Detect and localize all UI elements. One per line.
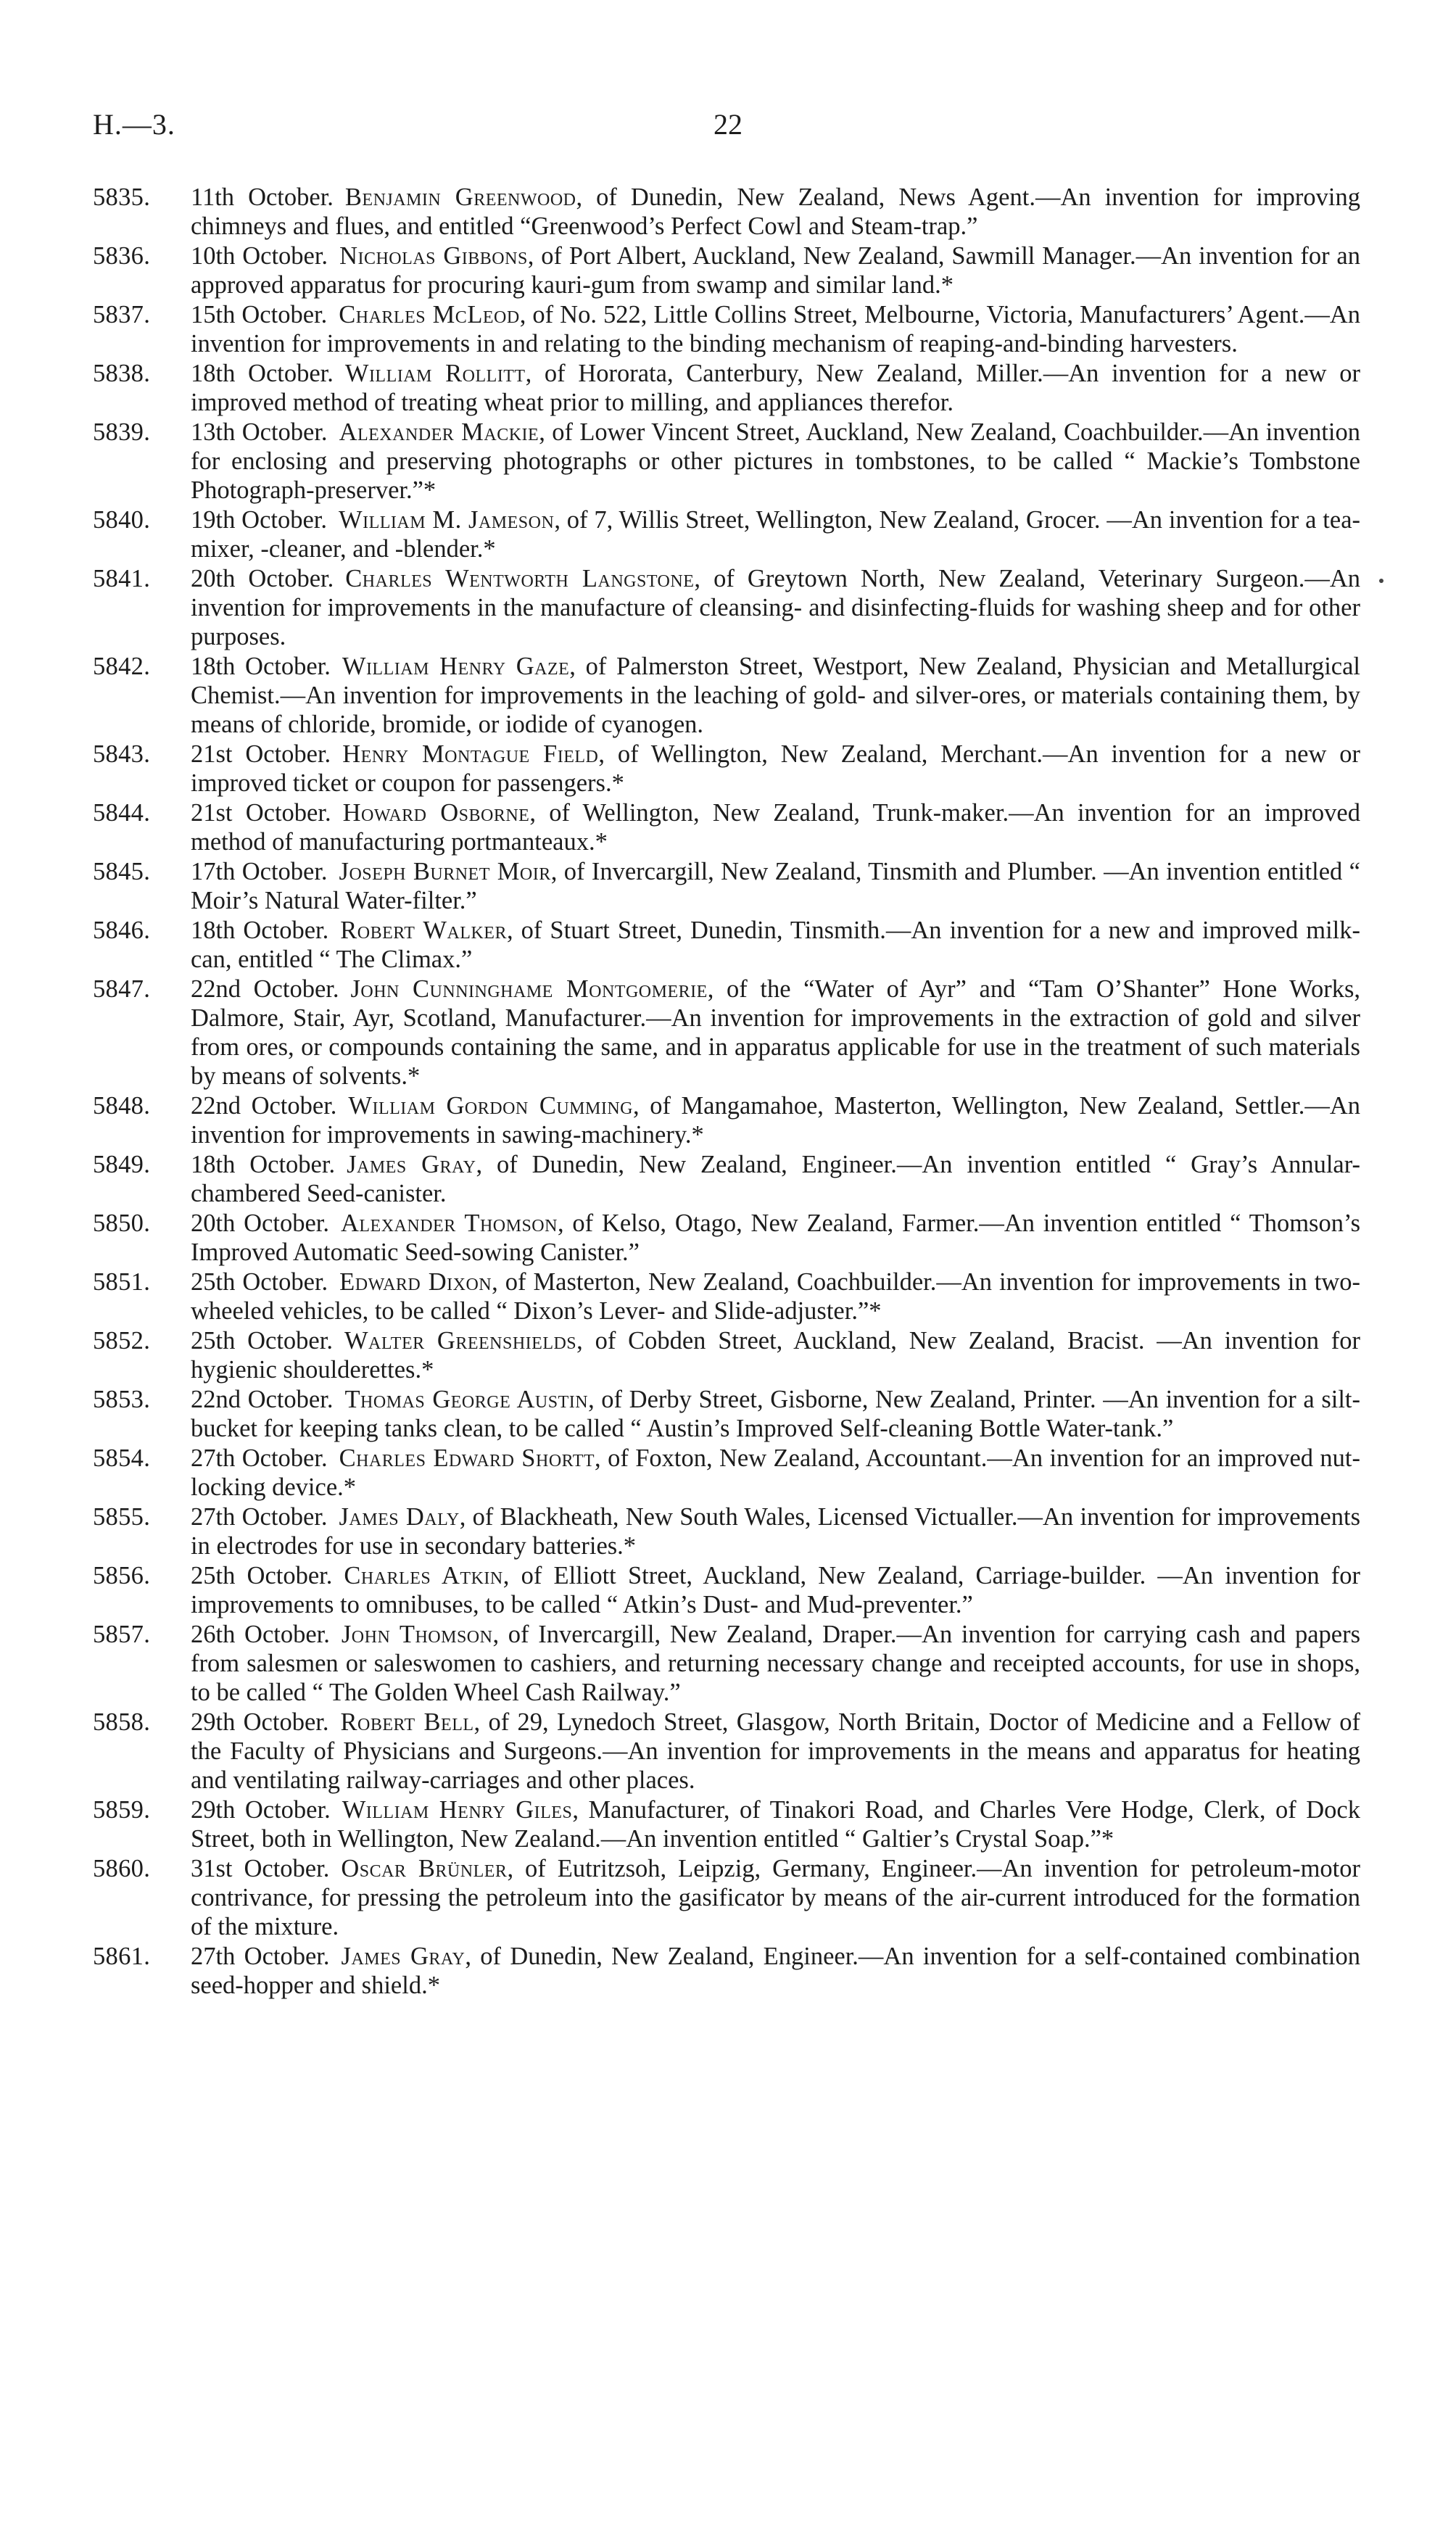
entry-body: [191, 1385, 1360, 1443]
entry-number: 5844.: [93, 799, 151, 827]
applicant-name: William Henry Gaze: [342, 653, 570, 680]
list-item: [93, 241, 1360, 299]
entry-date: 22nd October.: [191, 975, 339, 1003]
entry-description: , Manufacturer, of Tinakori Road, and Charles Vere Hodge, Clerk, of Dock Street, both in Wellington, New Zealand.—An invention entitled “ Galtier’s Crystal Soap.”*: [191, 1796, 1360, 1853]
applicant-name: Charles McLeod: [339, 301, 520, 328]
list-item: [93, 1795, 1360, 1853]
entry-date: 21st October.: [191, 740, 331, 768]
entry-number: 5842.: [93, 653, 151, 680]
entry-number: 5856.: [93, 1562, 151, 1589]
entry-number: 5854.: [93, 1444, 151, 1472]
list-item: [93, 1854, 1360, 1941]
entry-body: [191, 564, 1360, 651]
entry-number: 5835.: [93, 183, 151, 211]
entry-number: 5853.: [93, 1386, 151, 1413]
entry-description: , of Wellington, New Zealand, Trunk-maker.—An invention for an improved method of manufacturing portmanteaux.*: [191, 799, 1360, 856]
list-item: [93, 740, 1360, 798]
entry-body: [191, 1150, 1360, 1208]
entry-body: [191, 505, 1360, 563]
entry-date: 21st October.: [191, 799, 331, 827]
entry-date: 18th October.: [191, 360, 334, 387]
entry-body: [191, 857, 1360, 915]
entry-date: 27th October.: [191, 1444, 328, 1472]
list-item: [93, 1150, 1360, 1208]
margin-mark: [1379, 579, 1383, 583]
list-item: [93, 1444, 1360, 1502]
entry-date: 20th October.: [191, 1209, 329, 1237]
applicant-name: James Gray: [341, 1943, 466, 1970]
applicant-name: Nicholas Gibbons: [339, 242, 528, 270]
entry-description: , of Dunedin, New Zealand, Engineer.—An invention for a self-contained combination seed-hopper and shield.*: [191, 1943, 1361, 1999]
list-item: [93, 505, 1360, 563]
list-item: [93, 300, 1360, 358]
entry-number: 5840.: [93, 506, 151, 534]
entry-description: , of 7, Willis Street, Wellington, New Zealand, Grocer. —An invention for a tea-mixer, -cleaner, and -blender.*: [191, 506, 1360, 563]
entry-description: , of Foxton, New Zealand, Accountant.—An invention for an improved nut-locking device.*: [191, 1444, 1360, 1501]
list-item: [93, 183, 1360, 241]
entry-description: , of Invercargill, New Zealand, Draper.—An invention for carrying cash and papers from salesmen or saleswomen to cashiers, and returning necessary change and receipted accounts, for use in shops, to be called “ The Golden Wheel Cash Railway.”: [191, 1621, 1361, 1706]
entry-body: [191, 916, 1360, 974]
entry-description: , of the “Water of Ayr” and “Tam O’Shanter” Hone Works, Dalmore, Stair, Ayr, Scotland, Manufacturer.—An invention for improvements in the extraction of gold and silver from ores, or compounds containing the same, and in apparatus applicable for use in the treatment of such materials by means of solvents.*: [191, 975, 1360, 1090]
entry-date: 18th October.: [191, 653, 331, 680]
entry-number: 5860.: [93, 1855, 151, 1882]
entry-description: , of Kelso, Otago, New Zealand, Farmer.—An invention entitled “ Thomson’s Improved Automatic Seed-sowing Canister.”: [191, 1209, 1360, 1266]
entry-body: [191, 1620, 1360, 1707]
entry-number: 5849.: [93, 1151, 151, 1178]
entry-description: , of Elliott Street, Auckland, New Zealand, Carriage-builder. —An invention for improvements to omnibuses, to be called “ Atkin’s Dust- and Mud-preventer.”: [191, 1562, 1361, 1618]
entry-body: [191, 300, 1360, 358]
entry-body: [191, 1708, 1360, 1795]
entry-number: 5851.: [93, 1268, 151, 1296]
entry-date: 25th October.: [191, 1327, 333, 1355]
patent-entries-list: [93, 183, 1360, 2001]
entry-description: , of Mangamahoe, Masterton, Wellington, New Zealand, Settler.—An invention for improvements in sawing-machinery.*: [191, 1092, 1360, 1149]
entry-description: , of No. 522, Little Collins Street, Melbourne, Victoria, Manufacturers’ Agent.—An invention for improvements in and relating to the binding mechanism of reaping-and-binding harvesters.: [191, 301, 1361, 357]
entry-body: [191, 183, 1360, 241]
entry-description: , of Dunedin, New Zealand, Engineer.—An invention entitled “ Gray’s Annular-chambered Seed-canister.: [191, 1151, 1360, 1207]
applicant-name: Howard Osborne: [342, 799, 530, 827]
entry-description: , of Masterton, New Zealand, Coachbuilder.—An invention for improvements in two-wheeled vehicles, to be called “ Dixon’s Lever- and Slide-adjuster.”*: [191, 1268, 1360, 1325]
list-item: [93, 916, 1360, 974]
entry-date: 27th October.: [191, 1503, 328, 1531]
entry-date: 15th October.: [191, 301, 328, 328]
entry-body: [191, 1854, 1360, 1941]
applicant-name: Alexander Mackie: [339, 418, 539, 446]
entry-date: 26th October.: [191, 1621, 330, 1648]
list-item: [93, 1942, 1360, 2000]
applicant-name: James Gray: [347, 1151, 476, 1178]
entry-description: , of Stuart Street, Dunedin, Tinsmith.—An invention for a new and improved milk-can, entitled “ The Climax.”: [191, 917, 1361, 973]
entry-date: 20th October.: [191, 565, 334, 592]
entry-number: 5841.: [93, 565, 151, 592]
entry-number: 5838.: [93, 360, 151, 387]
list-item: [93, 359, 1360, 417]
entry-number: 5858.: [93, 1708, 151, 1736]
document-reference: H.—3.: [93, 108, 175, 141]
list-item: [93, 1385, 1360, 1443]
list-item: [93, 652, 1360, 739]
entry-description: , of Hororata, Canterbury, New Zealand, Miller.—An invention for a new or improved method of treating wheat prior to milling, and appliances therefor.: [191, 360, 1360, 416]
entry-description: , of Greytown North, New Zealand, Veterinary Surgeon.—An invention for improvements in the manufacture of cleansing- and disinfecting-fluids for washing sheep and for other purposes.: [191, 565, 1360, 650]
applicant-name: Charles Atkin: [344, 1562, 503, 1589]
entry-description: , of Cobden Street, Auckland, New Zealand, Bracist. —An invention for hygienic shoulderettes.*: [191, 1327, 1360, 1384]
entry-date: 19th October.: [191, 506, 328, 534]
entry-date: 18th October.: [191, 1151, 336, 1178]
applicant-name: Henry Montague Field: [342, 740, 599, 768]
applicant-name: John Cunninghame Montgomerie: [350, 975, 708, 1003]
entry-number: 5846.: [93, 917, 151, 944]
entry-body: [191, 1502, 1360, 1560]
entry-body: [191, 1268, 1360, 1326]
entry-date: 25th October.: [191, 1268, 328, 1296]
applicant-name: Benjamin Greenwood: [344, 183, 576, 211]
entry-date: 31st October.: [191, 1855, 330, 1882]
applicant-name: Robert Bell: [340, 1708, 474, 1736]
page-number: 22: [713, 108, 743, 141]
entry-body: [191, 1942, 1360, 2000]
list-item: [93, 1561, 1360, 1619]
entry-number: 5836.: [93, 242, 151, 270]
entry-date: 17th October.: [191, 858, 328, 885]
entry-number: 5857.: [93, 1621, 151, 1648]
list-item: [93, 975, 1360, 1091]
applicant-name: John Thomson: [341, 1621, 493, 1648]
applicant-name: Alexander Thomson: [340, 1209, 558, 1237]
entry-body: [191, 740, 1360, 798]
entry-description: , of Wellington, New Zealand, Merchant.—An invention for a new or improved ticket or coupon for passengers.*: [191, 740, 1360, 797]
entry-date: 11th October.: [191, 183, 334, 211]
entry-number: 5843.: [93, 740, 151, 768]
entry-body: [191, 652, 1360, 739]
entry-number: 5861.: [93, 1943, 151, 1970]
applicant-name: Oscar Brünler: [341, 1855, 508, 1882]
entry-number: 5850.: [93, 1209, 151, 1237]
entry-description: , of 29, Lynedoch Street, Glasgow, North Britain, Doctor of Medicine and a Fellow of the Faculty of Physicians and Surgeons.—An invention for improvements in the means and apparatus for heating and ventilating railway-carriages and other places.: [191, 1708, 1360, 1794]
applicant-name: William Henry Giles: [342, 1796, 573, 1824]
list-item: [93, 798, 1360, 856]
entry-date: 25th October.: [191, 1562, 333, 1589]
entry-date: 29th October.: [191, 1796, 331, 1824]
entry-date: 13th October.: [191, 418, 328, 446]
applicant-name: William Gordon Cumming: [348, 1092, 634, 1120]
list-item: [93, 1091, 1360, 1149]
applicant-name: James Daly: [339, 1503, 460, 1531]
entry-description: , of Blackheath, New South Wales, Licensed Victualler.—An invention for improvements in electrodes for use in secondary batteries.*: [191, 1503, 1360, 1560]
list-item: [93, 1708, 1360, 1795]
list-item: [93, 857, 1360, 915]
list-item: [93, 418, 1360, 505]
entry-number: 5859.: [93, 1796, 151, 1824]
entry-description: , of Invercargill, New Zealand, Tinsmith and Plumber. —An invention entitled “ Moir’s Natural Water-filter.”: [191, 858, 1360, 914]
entry-number: 5847.: [93, 975, 151, 1003]
entry-number: 5845.: [93, 858, 151, 885]
entry-number: 5852.: [93, 1327, 151, 1355]
applicant-name: Joseph Burnet Moir: [339, 858, 551, 885]
entry-body: [191, 1795, 1360, 1853]
list-item: [93, 1502, 1360, 1560]
applicant-name: Edward Dixon: [339, 1268, 492, 1296]
applicant-name: Charles Edward Shortt: [339, 1444, 595, 1472]
entry-description: , of Lower Vincent Street, Auckland, New Zealand, Coachbuilder.—An invention for enclosing and preserving photographs or other pictures in tombstones, to be called “ Mackie’s Tombstone Photograph-preserver.”*: [191, 418, 1360, 504]
entry-body: [191, 1444, 1360, 1502]
entry-date: 18th October.: [191, 917, 329, 944]
entry-body: [191, 1091, 1360, 1149]
entry-body: [191, 359, 1360, 417]
entry-description: , of Dunedin, New Zealand, News Agent.—An invention for improving chimneys and flues, and entitled “Greenwood’s Perfect Cowl and Steam-trap.”: [191, 183, 1360, 240]
entry-body: [191, 418, 1360, 505]
entry-description: , of Derby Street, Gisborne, New Zealand, Printer. —An invention for a silt-bucket for keeping tanks clean, to be called “ Austin’s Improved Self-cleaning Bottle Water-tank.”: [191, 1386, 1360, 1442]
list-item: [93, 1209, 1360, 1267]
applicant-name: Robert Walker: [340, 917, 507, 944]
entry-number: 5855.: [93, 1503, 151, 1531]
entry-body: [191, 241, 1360, 299]
entry-description: , of Palmerston Street, Westport, New Zealand, Physician and Metallurgical Chemist.—An invention for improvements in the leaching of gold- and silver-ores, or materials containing them, by means of chloride, bromide, or iodide of cyanogen.: [191, 653, 1361, 738]
entry-body: [191, 1561, 1360, 1619]
applicant-name: Charles Wentworth Langstone: [345, 565, 695, 592]
entry-date: 22nd October.: [191, 1386, 334, 1413]
list-item: [93, 1620, 1360, 1707]
entry-body: [191, 1326, 1360, 1384]
entry-body: [191, 975, 1360, 1091]
applicant-name: Thomas George Austin: [344, 1386, 589, 1413]
entry-date: 27th October.: [191, 1943, 330, 1970]
list-item: [93, 1268, 1360, 1326]
list-item: [93, 1326, 1360, 1384]
entry-body: [191, 1209, 1360, 1267]
entry-description: , of Port Albert, Auckland, New Zealand, Sawmill Manager.—An invention for an approved apparatus for procuring kauri-gum from swamp and similar land.*: [191, 242, 1360, 299]
entry-date: 22nd October.: [191, 1092, 337, 1120]
list-item: [93, 564, 1360, 651]
entry-date: 10th October.: [191, 242, 328, 270]
entry-number: 5848.: [93, 1092, 151, 1120]
entry-description: , of Eutritzsoh, Leipzig, Germany, Engineer.—An invention for petroleum-motor contrivance, for pressing the petroleum into the gasificator by means of the air-current introduced for the formation of the mixture.: [191, 1855, 1361, 1940]
entry-number: 5839.: [93, 418, 151, 446]
applicant-name: William M. Jameson: [339, 506, 555, 534]
applicant-name: William Rollitt: [344, 360, 526, 387]
applicant-name: Walter Greenshields: [344, 1327, 577, 1355]
page-header: [93, 107, 1369, 151]
entry-number: 5837.: [93, 301, 151, 328]
entry-date: 29th October.: [191, 1708, 329, 1736]
entry-body: [191, 798, 1360, 856]
